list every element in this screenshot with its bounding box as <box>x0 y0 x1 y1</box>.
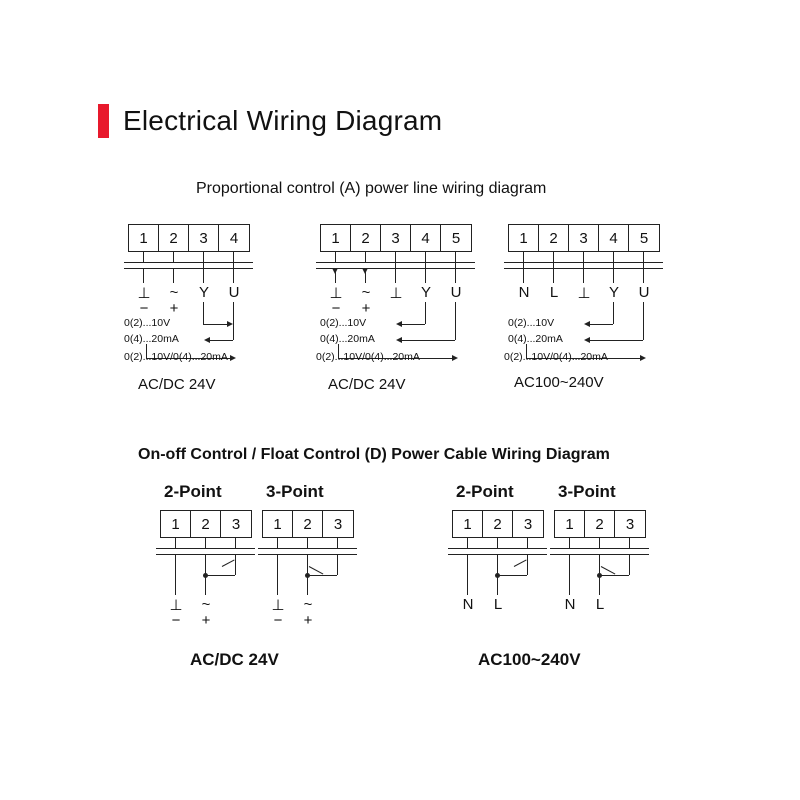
terminal-1: 1 <box>509 225 539 251</box>
symbol-2: L <box>549 284 559 301</box>
range-label-3: 0(2)...10V/0(4)...20mA <box>124 351 228 363</box>
range-label-1: 0(2)...10V <box>124 317 171 329</box>
diagram-onoff-acdc24v-2point <box>160 482 270 642</box>
wire-terminal-2 <box>599 538 600 548</box>
wire-terminal-1-lower <box>467 555 468 595</box>
symbol-2: ~ <box>169 284 179 301</box>
switch-node-left <box>495 573 500 578</box>
range-label-2: 0(4)...20mA <box>124 333 179 345</box>
switch-node-left <box>305 573 310 578</box>
wire-terminal-4 <box>233 252 234 283</box>
symbol-2: ~ <box>303 596 313 613</box>
wire-terminal-3 <box>235 538 236 548</box>
wire-terminal-3-lower <box>337 555 338 575</box>
signal-line-2 <box>587 340 643 341</box>
switch-lever <box>309 566 324 574</box>
signal-line-1-drop <box>203 302 204 324</box>
sub-symbol-1: − <box>171 612 181 629</box>
wire-terminal-2 <box>553 252 554 283</box>
wire-terminal-2 <box>365 252 366 262</box>
diagram-label: AC/DC 24V <box>328 376 406 393</box>
terminal-2: 2 <box>351 225 381 251</box>
wire-terminal-2 <box>307 538 308 548</box>
symbol-4: Y <box>420 284 431 301</box>
sub-symbol-2: + <box>169 300 179 317</box>
wire-terminal-2-lower <box>173 269 174 283</box>
sub-symbol-2: + <box>361 300 371 317</box>
diagram-title: 2-Point <box>164 482 222 501</box>
symbol-5: U <box>450 284 462 301</box>
range-label-2: 0(4)...20mA <box>508 333 563 345</box>
terminal-3: 3 <box>569 225 599 251</box>
wire-terminal-3-lower <box>527 555 528 575</box>
wire-terminal-5 <box>455 252 456 283</box>
diagram-onoff-ac100-240v-3point <box>554 482 664 642</box>
wire-terminal-2 <box>497 538 498 548</box>
diagram-proportional-acdc24v-4t <box>124 224 318 394</box>
wire-terminal-3 <box>337 538 338 548</box>
terminal-3: 3 <box>523 515 533 533</box>
diagram-onoff-acdc24v-3point <box>262 482 372 642</box>
signal-arrow-2 <box>396 337 402 343</box>
arrow-up-1 <box>332 268 338 274</box>
busbar-rails <box>156 548 255 555</box>
range-label-3: 0(2)...10V/0(4)...20mA <box>504 351 608 363</box>
terminal-3: 3 <box>381 225 411 251</box>
terminal-2: 2 <box>483 511 513 537</box>
diagram-label: AC100~240V <box>514 374 604 391</box>
signal-line-2-drop <box>455 302 456 340</box>
sub-symbol-1: − <box>331 300 341 317</box>
terminal-3: 3 <box>189 225 219 251</box>
signal-line-1 <box>203 324 229 325</box>
wire-terminal-3-lower <box>629 555 630 575</box>
switch-lever <box>601 566 616 574</box>
signal-line-2-drop <box>233 302 234 340</box>
symbol-2: ~ <box>201 596 211 613</box>
wire-terminal-1 <box>143 252 144 262</box>
signal-line-2 <box>207 340 233 341</box>
switch-bridge <box>599 575 629 576</box>
diagram-title: 3-Point <box>266 482 324 501</box>
wire-terminal-3 <box>395 252 396 283</box>
symbol-4: U <box>228 284 240 301</box>
signal-arrow-3 <box>640 355 646 361</box>
wire-terminal-1 <box>523 252 524 283</box>
sub-symbol-1: − <box>139 300 149 317</box>
sub-symbol-2: + <box>201 612 211 629</box>
terminal-4: 4 <box>599 225 629 251</box>
wire-terminal-1 <box>277 538 278 548</box>
switch-node-left <box>597 573 602 578</box>
busbar-rails <box>550 548 649 555</box>
switch-bridge <box>205 575 235 576</box>
wire-terminal-3 <box>527 538 528 548</box>
switch-lever <box>222 559 235 566</box>
title-accent-bar <box>98 104 109 138</box>
diagram-onoff-ac100-240v-2point <box>452 482 562 642</box>
switch-bridge <box>497 575 527 576</box>
terminal-2: 2 <box>539 225 569 251</box>
wire-terminal-1 <box>569 538 570 548</box>
signal-arrow-2 <box>204 337 210 343</box>
wire-terminal-1-lower <box>277 555 278 595</box>
signal-line-1-drop <box>425 302 426 324</box>
group-label-acdc24v: AC/DC 24V <box>190 650 279 669</box>
terminal-1: 1 <box>263 511 293 537</box>
page-title <box>98 104 442 138</box>
terminal-strip <box>128 224 250 252</box>
symbol-1: N <box>462 596 474 613</box>
wire-terminal-1-lower <box>569 555 570 595</box>
signal-line-2 <box>399 340 455 341</box>
range-label-2: 0(4)...20mA <box>320 333 375 345</box>
symbol-1: ⊥ <box>329 285 343 302</box>
symbol-2: L <box>595 596 605 613</box>
wire-terminal-5 <box>643 252 644 283</box>
signal-arrow-1 <box>396 321 402 327</box>
title-text: Electrical Wiring Diagram <box>123 105 443 136</box>
terminal-strip <box>160 510 252 538</box>
symbol-1: N <box>518 284 530 301</box>
terminal-1: 1 <box>555 511 585 537</box>
symbol-2: L <box>493 596 503 613</box>
sub-symbol-2: + <box>303 612 313 629</box>
diagram-label: AC/DC 24V <box>138 376 216 393</box>
wire-terminal-3 <box>583 252 584 283</box>
arrow-up-2 <box>362 268 368 274</box>
terminal-5: 5 <box>451 229 461 247</box>
signal-line-1 <box>587 324 613 325</box>
symbol-4: Y <box>608 284 619 301</box>
wire-terminal-1 <box>175 538 176 548</box>
section-1-caption: Proportional control (A) power line wiring diagram <box>196 180 547 197</box>
symbol-3: ⊥ <box>389 285 403 302</box>
signal-arrow-1 <box>584 321 590 327</box>
diagram-title: 2-Point <box>456 482 514 501</box>
switch-node-left <box>203 573 208 578</box>
section-2-caption: On-off Control / Float Control (D) Power Cable Wiring Diagram <box>138 446 610 463</box>
wire-terminal-2 <box>173 252 174 262</box>
signal-line-2-drop <box>643 302 644 340</box>
signal-arrow-2 <box>584 337 590 343</box>
signal-arrow-3 <box>230 355 236 361</box>
terminal-3: 3 <box>625 515 635 533</box>
wire-terminal-4 <box>425 252 426 283</box>
terminal-1: 1 <box>161 511 191 537</box>
signal-line-1-drop <box>613 302 614 324</box>
wire-terminal-3 <box>629 538 630 548</box>
terminal-strip <box>262 510 354 538</box>
switch-bridge <box>307 575 337 576</box>
symbol-1: ⊥ <box>271 597 285 614</box>
terminal-strip <box>508 224 660 252</box>
diagram-title: 3-Point <box>558 482 616 501</box>
terminal-2: 2 <box>585 511 615 537</box>
terminal-1: 1 <box>321 225 351 251</box>
range-label-1: 0(2)...10V <box>508 317 555 329</box>
wire-terminal-1 <box>335 252 336 262</box>
wire-terminal-3 <box>203 252 204 283</box>
terminal-2: 2 <box>191 511 221 537</box>
terminal-2: 2 <box>159 225 189 251</box>
busbar-rails <box>448 548 547 555</box>
range-label-1: 0(2)...10V <box>320 317 367 329</box>
sub-symbol-1: − <box>273 612 283 629</box>
diagram-proportional-acdc24v-5t <box>316 224 510 394</box>
wire-terminal-1-lower <box>143 269 144 283</box>
signal-arrow-3 <box>452 355 458 361</box>
terminal-4: 4 <box>229 229 239 247</box>
wire-terminal-1 <box>467 538 468 548</box>
terminal-strip <box>320 224 472 252</box>
symbol-1: N <box>564 596 576 613</box>
switch-lever <box>514 559 527 566</box>
terminal-3: 3 <box>231 515 241 533</box>
busbar-rails <box>258 548 357 555</box>
symbol-1: ⊥ <box>137 285 151 302</box>
symbol-1: ⊥ <box>169 597 183 614</box>
terminal-1: 1 <box>453 511 483 537</box>
terminal-4: 4 <box>411 225 441 251</box>
symbol-3: Y <box>198 284 209 301</box>
range-label-3: 0(2)...10V/0(4)...20mA <box>316 351 420 363</box>
terminal-5: 5 <box>639 229 649 247</box>
group-label-ac100-240v: AC100~240V <box>478 650 581 669</box>
wire-terminal-3-lower <box>235 555 236 575</box>
terminal-strip <box>554 510 646 538</box>
signal-line-1 <box>399 324 425 325</box>
diagram-proportional-ac100-240v <box>504 224 708 394</box>
terminal-2: 2 <box>293 511 323 537</box>
symbol-5: U <box>638 284 650 301</box>
wire-terminal-1-lower <box>175 555 176 595</box>
terminal-strip <box>452 510 544 538</box>
symbol-2: ~ <box>361 284 371 301</box>
wire-terminal-4 <box>613 252 614 283</box>
terminal-3: 3 <box>333 515 343 533</box>
wire-terminal-2 <box>205 538 206 548</box>
terminal-1: 1 <box>129 225 159 251</box>
symbol-3: ⊥ <box>577 285 591 302</box>
